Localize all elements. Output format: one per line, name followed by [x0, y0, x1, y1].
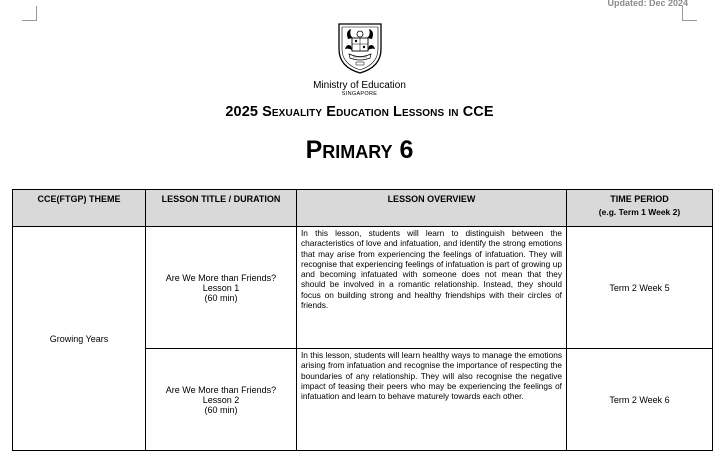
- overview-cell: In this lesson, students will learn healthy ways to manage the emotions arising from infatuation and recognise the importance of respecting the boundaries of any relationship. They will also recognise the negative impact of teasing their peers who may be experiencing the feelings of infatuation and learn to behave maturely towards each other.: [297, 349, 567, 451]
- updated-date: Updated: Dec 2024: [607, 0, 688, 8]
- crop-mark-top-left: [22, 6, 37, 21]
- lesson-duration: (60 min): [204, 292, 238, 303]
- document-title: 2025 Sexuality Education Lessons in CCE: [225, 104, 494, 120]
- lesson-number: Lesson 1: [202, 282, 240, 293]
- lesson-cell: [146, 227, 297, 349]
- time-cell: Term 2 Week 6: [567, 349, 713, 451]
- lesson-number: Lesson 2: [202, 394, 240, 405]
- lessons-table: [12, 189, 713, 451]
- ministry-crest-logo: [335, 21, 385, 75]
- lesson-duration: (60 min): [204, 404, 238, 415]
- crop-mark-top-right: [682, 6, 697, 21]
- time-cell: Term 2 Week 5: [567, 227, 713, 349]
- header-overview: LESSON OVERVIEW: [297, 190, 567, 227]
- table-header-row: [13, 190, 713, 227]
- header-time: [567, 190, 713, 227]
- ministry-name: Ministry of Education: [313, 80, 406, 91]
- overview-cell: In this lesson, students will learn to distinguish between the characteristics of love and infatuation, and identify the strong emotions that may arise from experiencing the feelings of infatuation. They will recognise that experiencing feelings of infatuation is part of growing up and becoming infatuated with someone does not mean that they should be involved in a romantic relationship. Instead, they should focus on building strong and healthy friendships with their circles of friends.: [297, 227, 567, 349]
- header-theme: CCE(FTGP) THEME: [13, 190, 146, 227]
- lesson-title: Are We More than Friends?: [165, 272, 277, 283]
- lesson-title: Are We More than Friends?: [165, 384, 277, 395]
- table-row: [13, 227, 713, 349]
- document-subtitle: Primary 6: [305, 136, 414, 164]
- ministry-country: SINGAPORE: [341, 91, 378, 97]
- lesson-cell: [146, 349, 297, 451]
- header-time-label: TIME PERIOD: [610, 194, 669, 204]
- theme-cell: Growing Years: [13, 227, 146, 451]
- header-time-example: (e.g. Term 1 Week 2): [598, 207, 681, 217]
- header-lesson: LESSON TITLE / DURATION: [146, 190, 297, 227]
